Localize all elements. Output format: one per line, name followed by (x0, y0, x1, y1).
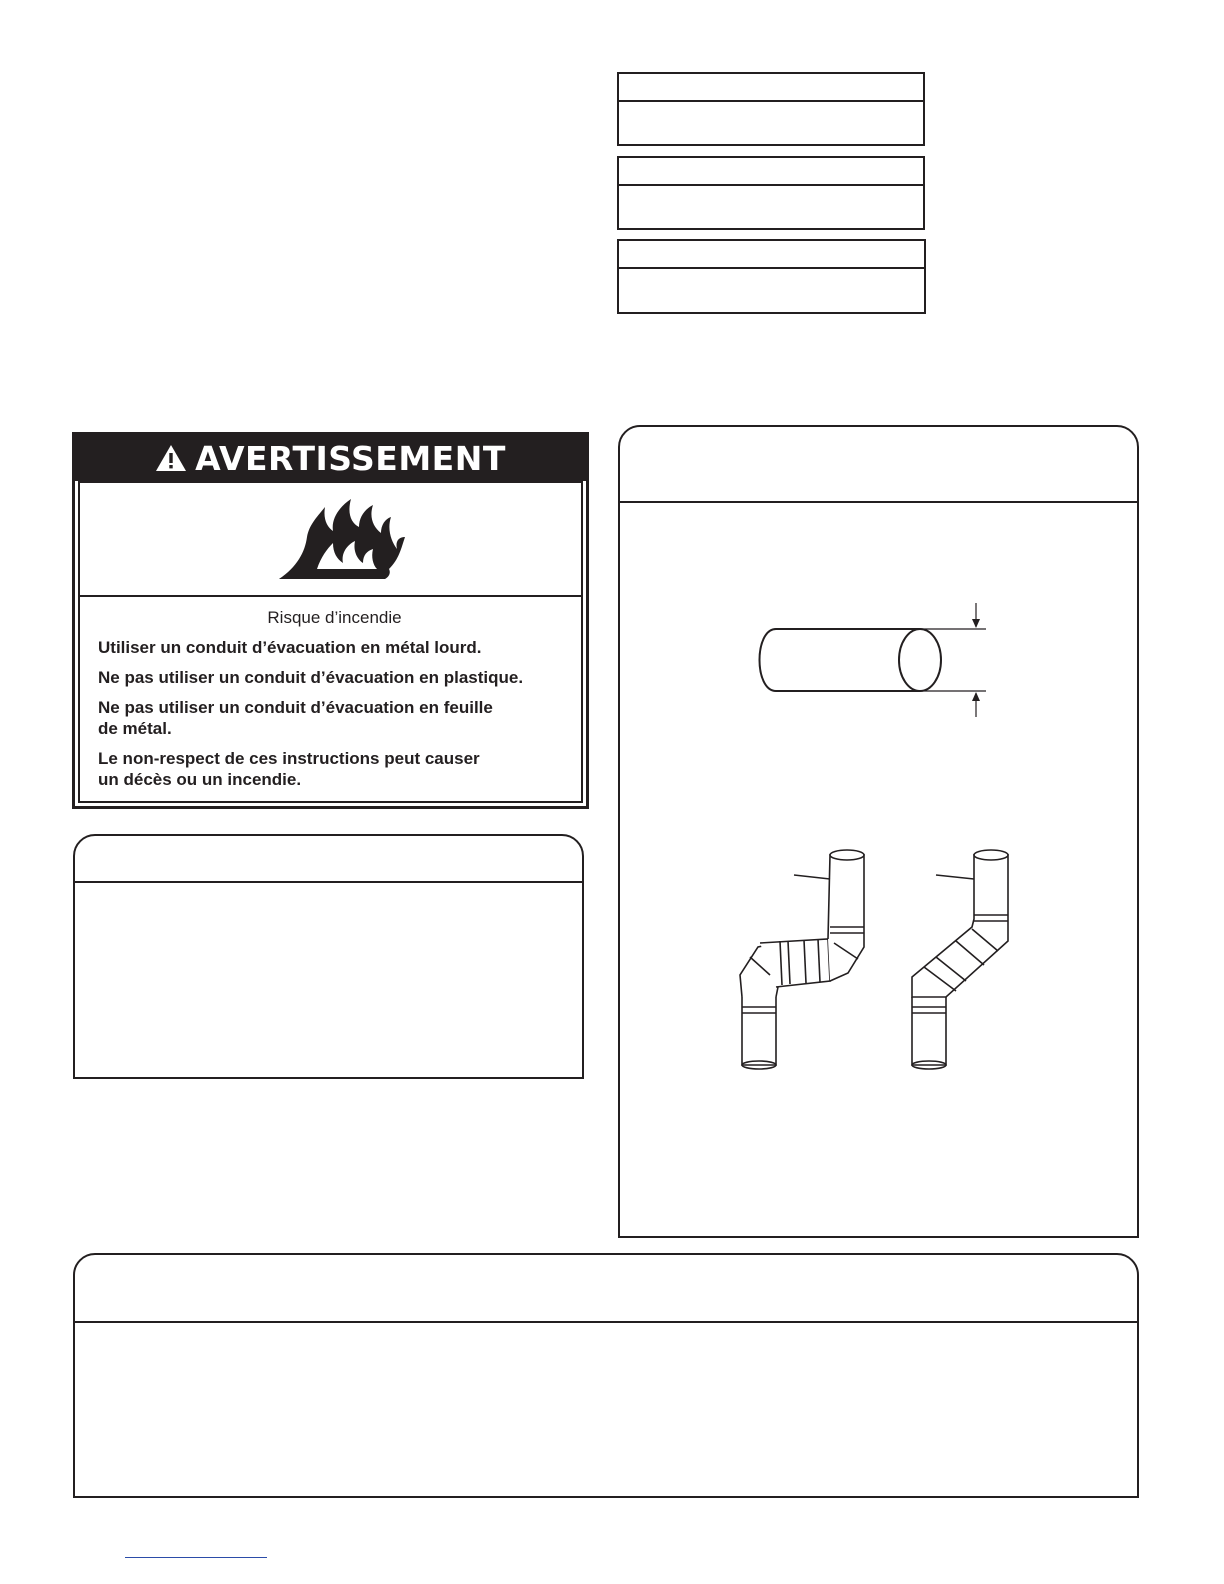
right-panel (618, 425, 1139, 1238)
duct-elbows-illustration (720, 847, 1040, 1077)
warning-line-2: Ne pas utiliser un conduit d’évacuation en plastique. (98, 668, 524, 687)
warning-icon-area (80, 483, 581, 597)
warning-text (98, 607, 571, 799)
warning-heading: AVERTISSEMENT (195, 438, 506, 478)
warning-body (78, 481, 583, 803)
empty-box-3 (617, 239, 926, 314)
warning-line-3: Ne pas utiliser un conduit d’évacuation en feuille de métal. (98, 698, 493, 738)
warning-line-1: Utiliser un conduit d’évacuation en métal lourd. (98, 638, 482, 657)
warning-line-4: Le non-respect de ces instructions peut causer un décès ou un incendie. (98, 749, 480, 789)
warning-title: Risque d’incendie (267, 608, 402, 627)
empty-box-1 (617, 72, 925, 146)
empty-box-2 (617, 156, 925, 230)
link-underline (125, 1557, 267, 1558)
bottom-panel (73, 1253, 1139, 1498)
duct-diameter-illustration (750, 599, 1010, 739)
warning-box (72, 432, 589, 809)
warning-header (75, 435, 586, 481)
fire-hazard-icon (277, 497, 407, 587)
left-panel (73, 834, 584, 1079)
warning-triangle-icon (155, 444, 187, 472)
